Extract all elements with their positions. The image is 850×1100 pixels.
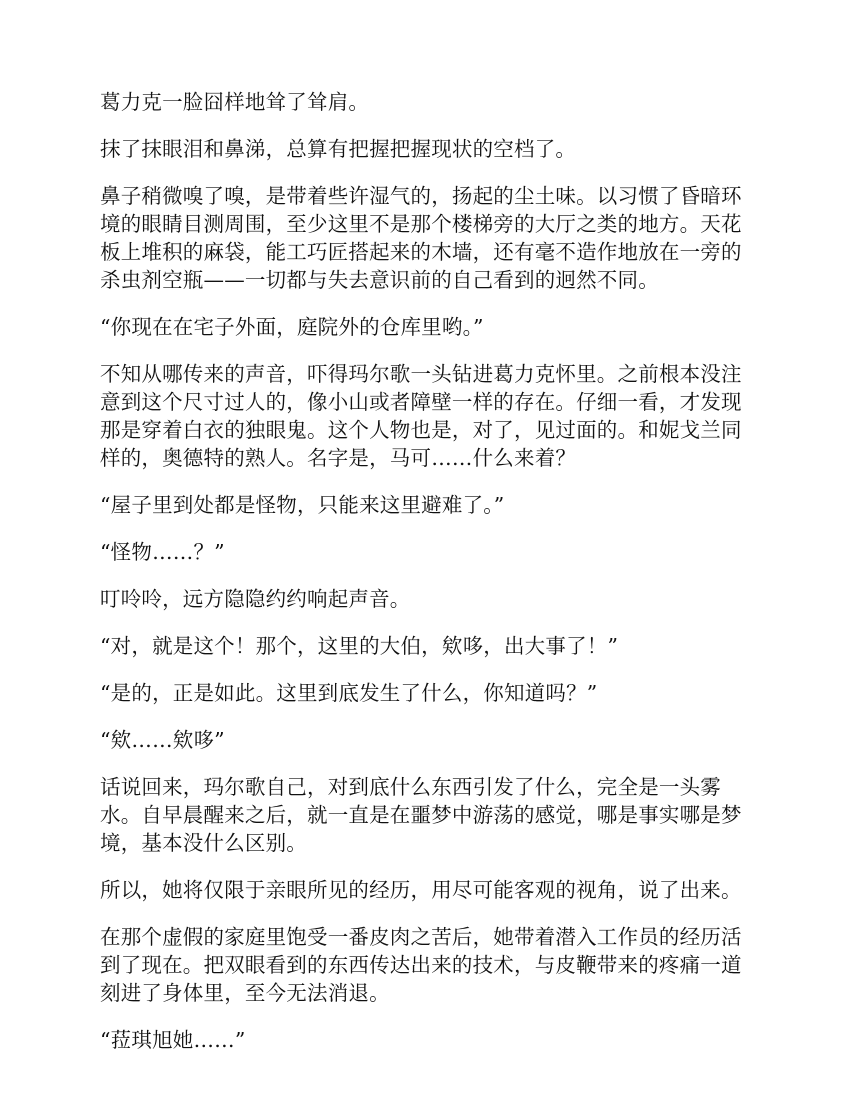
- paragraph-14: 在那个虚假的家庭里饱受一番皮肉之苦后，她带着潜入工作员的经历活 到了现在。把双眼看到的东西传达出来的技术，与皮鞭带来的疼痛一道 刻进了身体里，至今无法消退。: [100, 925, 742, 1005]
- paragraph-12: 话说回来，玛尔歌自己，对到底什么东西引发了什么，完全是一头雾 水。自早晨醒来之后，就一直是在噩梦中游荡的感觉，哪是事实哪是梦 境，基本没什么区别。: [100, 775, 742, 855]
- paragraph-10: “是的，正是如此。这里到底发生了什么，你知道吗？”: [100, 681, 598, 705]
- paragraph-9: “对，就是这个！那个，这里的大伯，欸哆，出大事了！”: [100, 634, 619, 658]
- paragraph-15: “菈琪旭她……”: [100, 1028, 246, 1052]
- paragraph-13: 所以，她将仅限于亲眼所见的经历，用尽可能客观的视角，说了出来。: [100, 878, 742, 902]
- document-page: [100, 88, 750, 1073]
- paragraph-4: “你现在在宅子外面，庭院外的仓库里哟。”: [100, 315, 484, 339]
- paragraph-1: 葛力克一脸囧样地耸了耸肩。: [100, 90, 370, 114]
- paragraph-7: “怪物……？”: [100, 540, 225, 564]
- paragraph-3: 鼻子稍微嗅了嗅，是带着些许湿气的，扬起的尘土味。以习惯了昏暗环 境的眼睛目测周围，至少这里不是那个楼梯旁的大厅之类的地方。天花 板上堆积的麻袋，能工巧匠搭起来的木墙，还有毫不造作地放在一旁的 杀虫剂空瓶——一切都与失去意识前的自己看到的迥然不同。: [100, 184, 742, 292]
- paragraph-2: 抹了抹眼泪和鼻涕，总算有把握把握现状的空档了。: [100, 137, 577, 161]
- paragraph-5: 不知从哪传来的声音，吓得玛尔歌一头钻进葛力克怀里。之前根本没注 意到这个尺寸过人的，像小山或者障壁一样的存在。仔细一看，才发现 那是穿着白衣的独眼鬼。这个人物也是，对了，见过面的。和妮戈兰同 样的，奥德特的熟人。名字是，马可……什么来着？: [100, 362, 742, 470]
- paragraph-11: “欸……欸哆”: [100, 728, 225, 752]
- paragraph-6: “屋子里到处都是怪物，只能来这里避难了。”: [100, 493, 505, 517]
- paragraph-8: 叮呤呤，远方隐隐约约响起声音。: [100, 587, 411, 611]
